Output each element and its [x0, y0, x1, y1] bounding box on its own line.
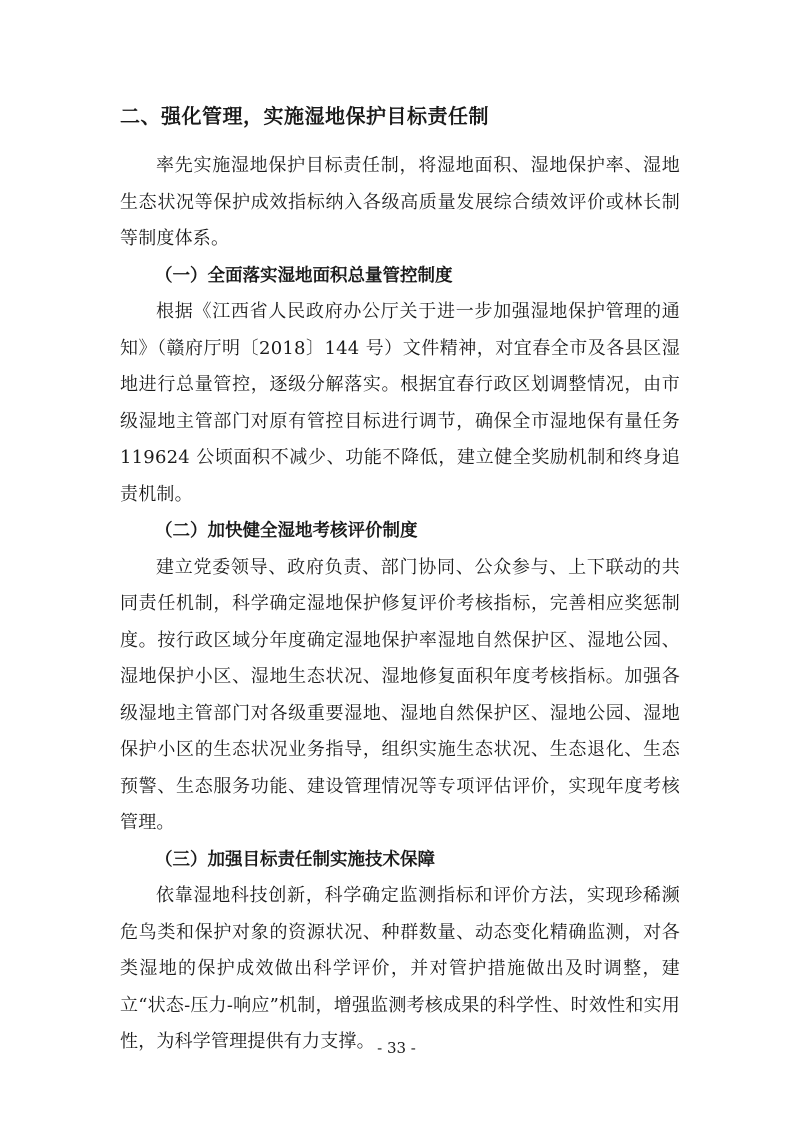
subsection-paragraph-3: 依靠湿地科技创新，科学确定监测指标和评价方法，实现珍稀濒危鸟类和保护对象的资源状况、种群数量、动态变化精确监测，对各类湿地的保护成效做出科学评价，并对管护措施做出及时调整，建立“状态-压力-响应”机制，增强监测考核成果的科学性、时效性和实用性，为科学管理提供有力支撑。	[120, 885, 680, 1052]
subsection-title-3: （三）加强目标责任制实施技术保障	[155, 849, 435, 870]
section-heading: 二、强化管理，实施湿地保护目标责任制	[120, 104, 489, 128]
intro-paragraph: 率先实施湿地保护目标责任制，将湿地面积、湿地保护率、湿地生态状况等保护成效指标纳入各级高质量发展综合绩效评价或林长制等制度体系。	[120, 155, 680, 249]
subsection-title-1: （一）全面落实湿地面积总量管控制度	[155, 265, 453, 286]
subsection-paragraph-2: 建立党委领导、政府负责、部门协同、公众参与、上下联动的共同责任机制，科学确定湿地保护修复评价考核指标，完善相应奖惩制度。按行政区域分年度确定湿地保护率湿地自然保护区、湿地公园、湿地保护小区、湿地生态状况、湿地修复面积年度考核指标。加强各级湿地主管部门对各级重要湿地、湿地自然保护区、湿地公园、湿地保护小区的生态状况业务指导，组织实施生态状况、生态退化、生态预警、生态服务功能、建设管理情况等专项评估评价，实现年度考核管理。	[120, 556, 680, 833]
subsection-paragraph-1: 根据《江西省人民政府办公厅关于进一步加强湿地保护管理的通知》（赣府厅明〔2018〕144 号）文件精神，对宜春全市及各县区湿地进行总量管控，逐级分解落实。根据宜春行政区划调整情况，由市级湿地主管部门对原有管控目标进行调节，确保全市湿地保有量任务 119624 公顷面积不减少、功能不降低，建立健全奖励机制和终身追责机制。	[120, 301, 680, 505]
document-body	[120, 148, 680, 1061]
page-number: - 33 -	[377, 1039, 416, 1057]
subsection-title-2: （二）加快健全湿地考核评价制度	[155, 521, 418, 541]
